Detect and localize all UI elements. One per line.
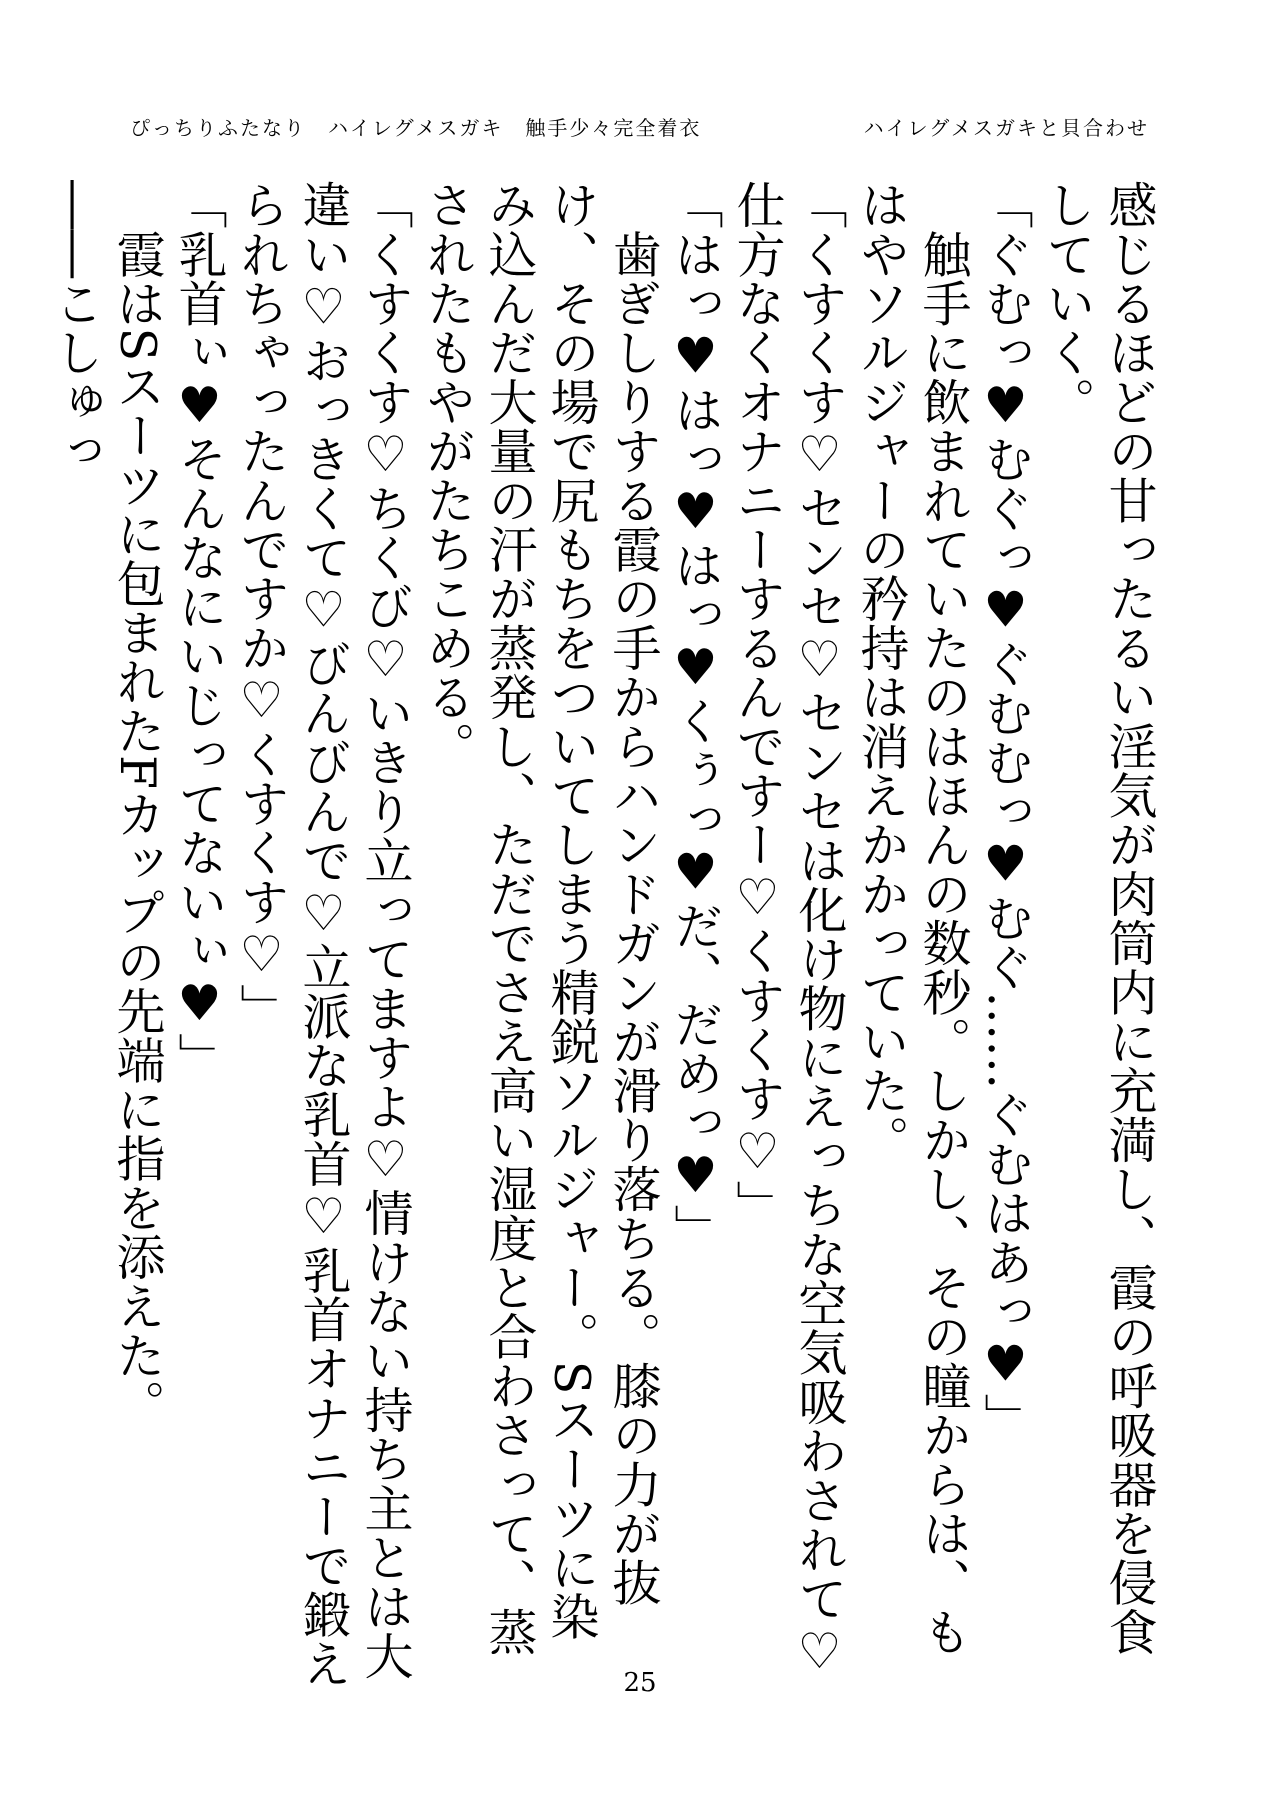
text-line: 「乳首ぃ♥そんなにいじってないぃ♥」 xyxy=(171,180,228,1082)
text-line: 感じるほどの甘ったるい淫気が肉筒内に充満し、霞の呼吸器を侵食 xyxy=(1101,180,1158,1656)
text-line: 「くすくす♡ちくび♡いきり立ってますよ♡情けない持ち主とは大 xyxy=(357,180,414,1680)
text-line: ――こしゅっ xyxy=(47,180,104,476)
text-line: されたもやがたちこめる。 xyxy=(419,180,476,771)
text-line: られちゃったんですか♡くすくす♡」 xyxy=(233,180,290,1033)
text-line: 仕方なくオナニーするんですー♡くすくす♡」 xyxy=(729,180,786,1230)
text-line: 触手に飲まれていたのはほんの数秒。しかし、その瞳からは、も xyxy=(915,180,972,1656)
text-line: み込んだ大量の汗が蒸発し、ただでさえ高い湿度と合わさって、蒸 xyxy=(481,180,538,1656)
text-line: はやソルジャーの矜持は消えかかっていた。 xyxy=(853,180,910,1164)
running-head-book-title: ぴっちりふたなり ハイレグメスガキ 触手少々完全着衣 xyxy=(130,116,702,140)
text-line: 歯ぎしりする霞の手からハンドガンが滑り落ちる。膝の力が抜 xyxy=(605,180,662,1607)
text-line: 霞はSスーツに包まれたFカップの先端に指を添えた。 xyxy=(109,180,166,1429)
running-head-chapter-title: ハイレグメスガキと貝合わせ xyxy=(863,116,1149,140)
text-line: 「くすくす♡センセ♡センセは化け物にえっちな空気吸わされて♡ xyxy=(791,180,848,1680)
text-line: 「はっ♥はっ♥はっ♥くぅっ♥だ、だめっ♥」 xyxy=(667,180,724,1254)
text-line: 違い♡おっきくて♡びんびんで♡立派な乳首♡乳首オナニーで鍛え xyxy=(295,180,352,1688)
page-number: 25 xyxy=(623,1668,657,1698)
text-line: け、その場で尻もちをついてしまう精鋭ソルジャー。Sスーツに染 xyxy=(543,180,600,1641)
text-line: していく。 xyxy=(1039,180,1096,426)
text-line: 「ぐむっ♥むぐっ♥ぐむむっ♥むぐ……ぐむはあっ♥」 xyxy=(977,180,1034,1442)
